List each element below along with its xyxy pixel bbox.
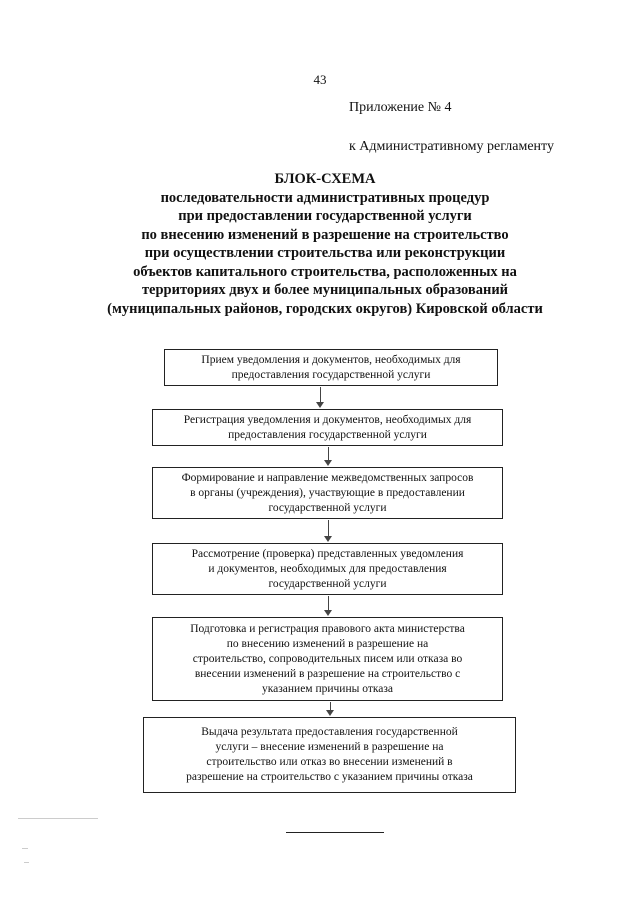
step-text-line: строительство, сопроводительных писем или отказа во	[192, 652, 463, 665]
flow-step-interagency-requests	[152, 467, 503, 519]
step-text-line: Выдача результата предоставления государственной	[201, 726, 458, 738]
flow-step-preparation	[152, 617, 503, 701]
step-text-line: предоставления государственной услуги	[228, 428, 427, 441]
flow-step-reception	[164, 349, 498, 386]
scan-artifact	[18, 818, 98, 819]
heading-line: при осуществлении строительства или реконструкции	[144, 245, 506, 261]
step-text-line: государственной услуги	[268, 577, 387, 590]
step-text-line: услуги – внесение изменений в разрешение на	[215, 741, 444, 753]
heading-title: БЛОК-СХЕМА	[274, 171, 376, 187]
heading-line: при предоставлении государственной услуги	[178, 208, 472, 224]
step-text-line: внесении изменений в разрешение на строительство с	[194, 667, 461, 680]
step-text-line: предоставления государственной услуги	[231, 368, 431, 381]
step-text-line: разрешение на строительство с указанием причины отказа	[186, 771, 473, 783]
step-text-line: Рассмотрение (проверка) представленных уведомления	[191, 547, 464, 560]
step-text-line: по внесению изменений в разрешение на	[226, 637, 429, 650]
scan-artifact	[24, 862, 29, 863]
heading-line: последовательности административных процедур	[160, 189, 490, 206]
flow-arrow-down	[324, 447, 332, 466]
flow-arrow-down	[326, 702, 334, 716]
step-text-line: строительство или отказ во внесении изменений в	[206, 756, 453, 768]
step-text-line: и документов, необходимых для предоставления	[208, 562, 447, 575]
heading-line: объектов капитального строительства, расположенных на	[133, 263, 517, 280]
step-text-line: Формирование и направление межведомственных запросов	[181, 471, 474, 484]
flow-arrow-down	[324, 520, 332, 542]
flow-arrow-down	[316, 387, 324, 408]
footer-rule	[286, 832, 384, 833]
scan-artifact	[22, 848, 28, 849]
step-text-line: Прием уведомления и документов, необходимых для	[201, 353, 461, 366]
appendix-reference: к Административному регламенту	[349, 139, 554, 154]
flow-step-issuance	[143, 717, 516, 793]
step-text-line: государственной услуги	[268, 501, 387, 514]
heading-line: по внесению изменений в разрешение на строительство	[141, 226, 509, 243]
flow-arrow-down	[324, 596, 332, 616]
step-text-line: Регистрация уведомления и документов, необходимых для	[183, 413, 472, 426]
heading-line: (муниципальных районов, городских округов) Кировской области	[107, 300, 543, 317]
document-heading	[60, 170, 590, 318]
step-text-line: Подготовка и регистрация правового акта министерства	[190, 622, 465, 635]
appendix-number: Приложение № 4	[349, 100, 452, 115]
step-text-line: указанием причины отказа	[261, 682, 394, 695]
heading-line: территориях двух и более муниципальных образований	[141, 282, 509, 298]
flow-step-review	[152, 543, 503, 595]
step-text-line: в органы (учреждения), участвующие в предоставлении	[190, 486, 465, 499]
page-number: 43	[313, 72, 327, 87]
flow-step-registration	[152, 409, 503, 446]
